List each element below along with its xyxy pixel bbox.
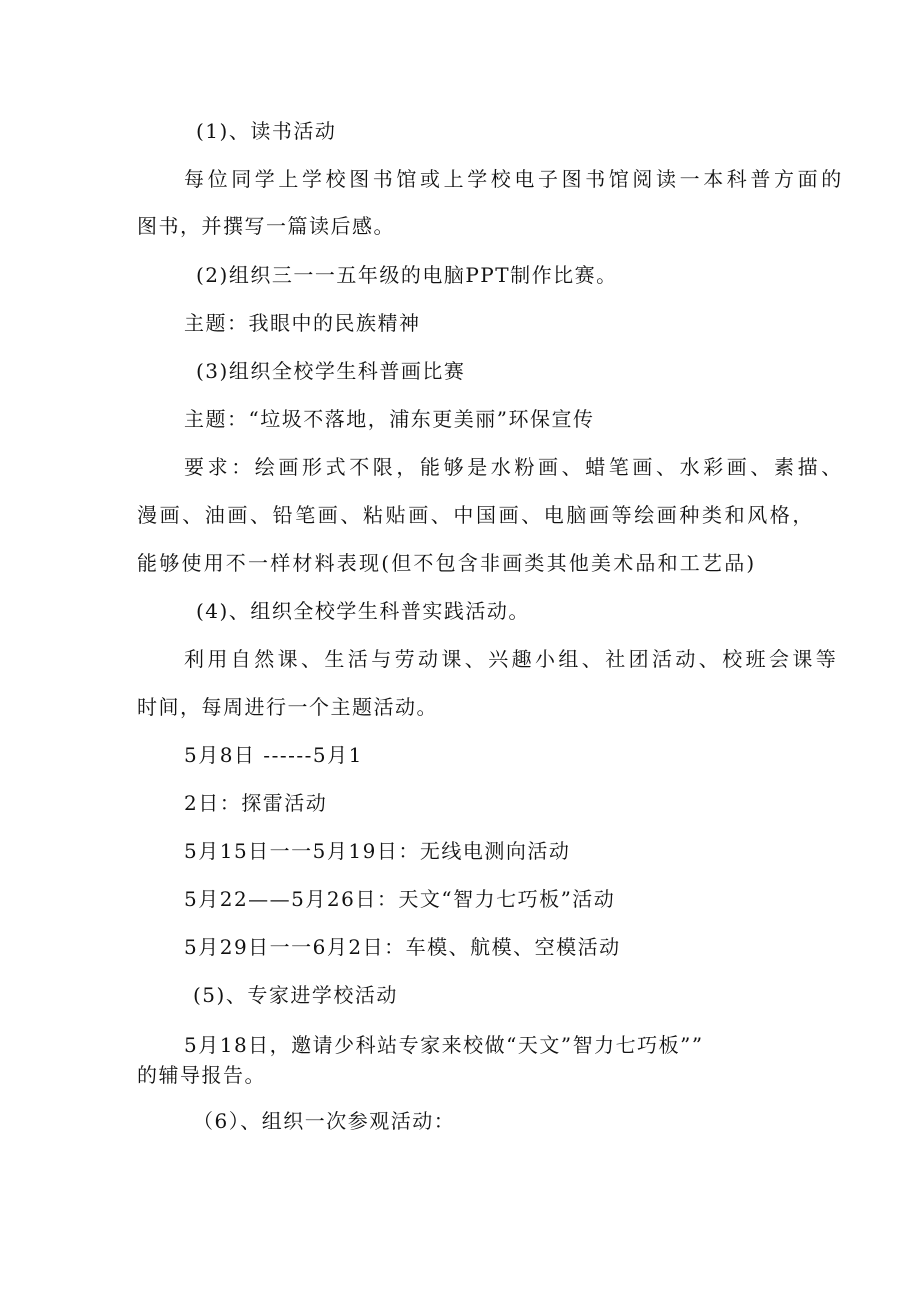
section-4-heading: (4)、组织全校学生科普实践活动。 [196,599,530,623]
paragraph-line: 图书，并撰写一篇读后感。 [137,214,395,238]
schedule-line: 5月8日 ------5月1 [184,743,363,767]
theme-line: 主题：“垃圾不落地，浦东更美丽”环保宣传 [184,407,595,431]
section-1-heading: (1)、读书活动 [196,119,337,143]
paragraph-line: 能够使用不一样材料表现(但不包含非画类其他美术品和工艺品) [137,551,757,575]
paragraph-line: 的辅导报告。 [137,1063,266,1087]
paragraph-line: 利用自然课、生活与劳动课、兴趣小组、社团活动、校班会课等 [184,647,840,671]
paragraph-line: 5月18日，邀请少科站专家来校做“天文”智力七巧板”” [184,1033,704,1057]
section-2-heading: (2)组织三一一五年级的电脑PPT制作比赛。 [196,263,618,287]
schedule-line: 5月29日一一6月2日：车模、航模、空模活动 [184,935,621,959]
paragraph-line: 时间，每周进行一个主题活动。 [137,695,438,719]
section-3-heading: (3)组织全校学生科普画比赛 [196,359,466,383]
requirement-line: 要求：绘画形式不限，能够是水粉画、蜡笔画、水彩画、素描、 [184,455,845,479]
section-6-heading: （6）、组织一次参观活动： [193,1109,456,1133]
theme-line: 主题：我眼中的民族精神 [184,311,421,335]
paragraph-line: 每位同学上学校图书馆或上学校电子图书馆阅读一本科普方面的 [184,167,845,191]
schedule-line: 5月22——5月26日：天文“智力七巧板”活动 [184,887,616,911]
paragraph-line: 漫画、油画、铅笔画、粘贴画、中国画、电脑画等绘画种类和风格， [137,503,815,527]
schedule-line: 5月15日一一5月19日：无线电测向活动 [184,839,571,863]
section-5-heading: (5)、专家进学校活动 [193,983,398,1007]
schedule-line: 2日：探雷活动 [184,791,328,815]
